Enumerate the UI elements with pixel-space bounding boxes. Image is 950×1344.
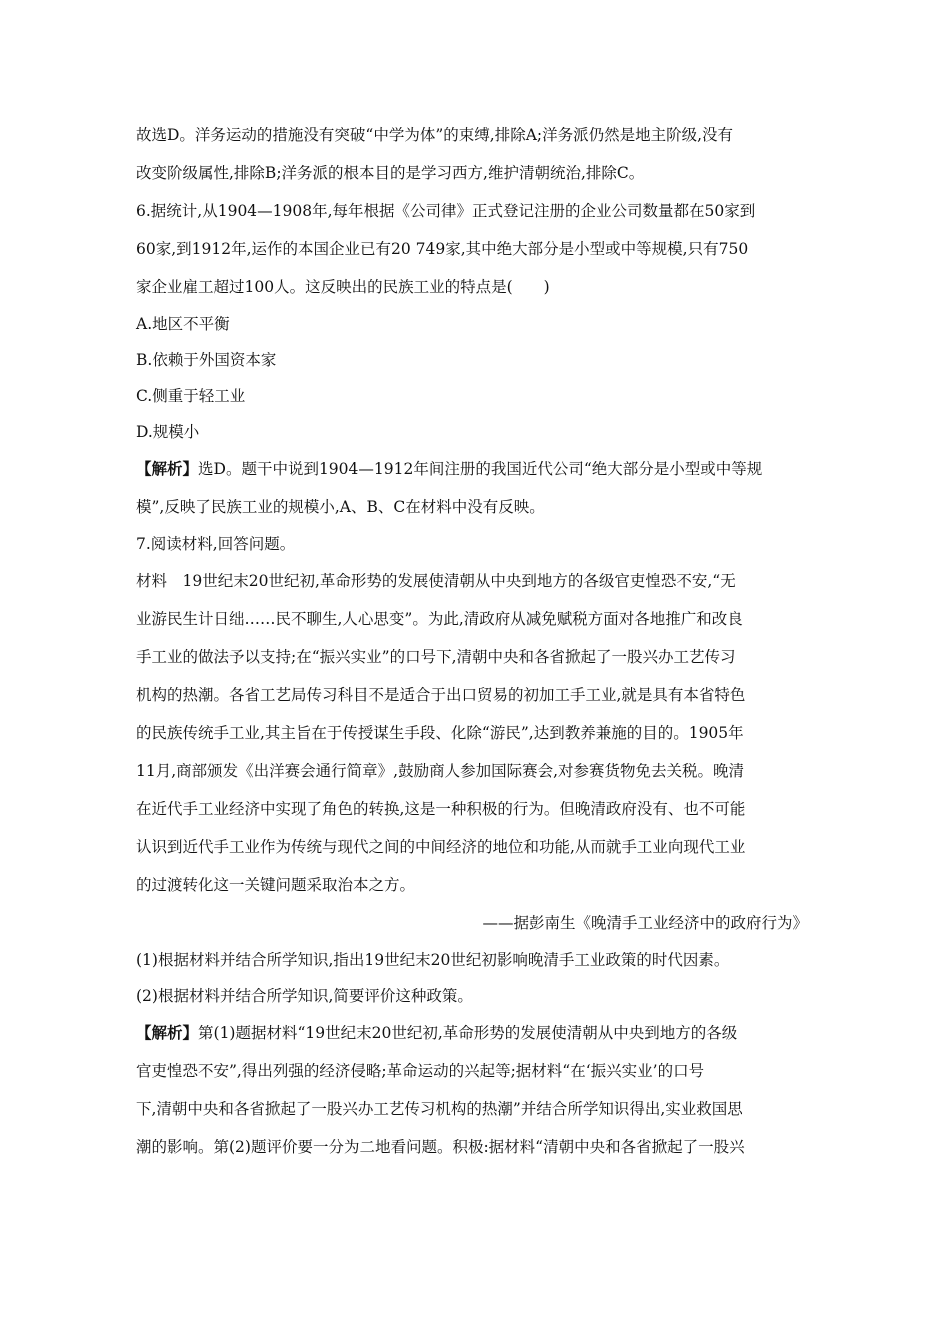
option-c: C.侧重于轻工业 bbox=[136, 387, 246, 405]
analysis-text: 选D。题干中说到1904—1912年间注册的我国近代公司“绝大部分是小型或中等规 bbox=[198, 460, 763, 478]
question-7-stem: 7.阅读材料,回答问题。 bbox=[136, 535, 296, 553]
material-text: 11月,商部颁发《出洋赛会通行简章》,鼓励商人参加国际赛会,对参赛货物免去关税。晚清 bbox=[136, 762, 745, 780]
question-6-stem: 6.据统计,从1904—1908年,每年根据《公司律》正式登记注册的企业公司数量都在50家到 bbox=[136, 202, 756, 220]
text-line: 故选D。洋务运动的措施没有突破“中学为体”的束缚,排除A;洋务派仍然是地主阶级,没有 bbox=[136, 126, 734, 144]
analysis-7: 官吏惶恐不安”,得出列强的经济侵略;革命运动的兴起等;据材料“在‘振兴实业’的口号 bbox=[136, 1062, 705, 1080]
analysis-label: 【解析】 bbox=[136, 1023, 199, 1042]
question-6-stem: 60家,到1912年,运作的本国企业已有20 749家,其中绝大部分是小型或中等规模,只有750 bbox=[136, 240, 749, 258]
analysis-7: 下,清朝中央和各省掀起了一股兴办工艺传习机构的热潮”并结合所学知识得出,实业救国思 bbox=[136, 1100, 743, 1118]
analysis-6: 模”,反映了民族工业的规模小,A、B、C在材料中没有反映。 bbox=[136, 498, 545, 516]
analysis-label: 【解析】 bbox=[136, 459, 199, 478]
analysis-6 bbox=[136, 450, 816, 488]
material-text: 的民族传统手工业,其主旨在于传授谋生手段、化除“游民”,达到教养兼施的目的。1905年 bbox=[136, 724, 744, 742]
analysis-7 bbox=[136, 1014, 816, 1052]
document-page bbox=[136, 116, 816, 1166]
question-6-stem: 家企业雇工超过100人。这反映出的民族工业的特点是( ) bbox=[136, 278, 550, 296]
question-7-part-2: (2)根据材料并结合所学知识,简要评价这种政策。 bbox=[136, 987, 473, 1005]
analysis-text: 第(1)题据材料“19世纪末20世纪初,革命形势的发展使清朝从中央到地方的各级 bbox=[198, 1024, 738, 1042]
analysis-7: 潮的影响。第(2)题评价要一分为二地看问题。积极:据材料“清朝中央和各省掀起了一股兴 bbox=[136, 1138, 745, 1156]
material-source: ——据彭南生《晚清手工业经济中的政府行为》 bbox=[482, 914, 808, 932]
material-text: 材料 19世纪末20世纪初,革命形势的发展使清朝从中央到地方的各级官吏惶恐不安,“无 bbox=[136, 572, 736, 590]
material-text: 认识到近代手工业作为传统与现代之间的中间经济的地位和功能,从而就手工业向现代工业 bbox=[136, 838, 746, 856]
material-text: 业游民生计日绌……民不聊生,人心思变”。为此,清政府从减免赋税方面对各地推广和改良 bbox=[136, 610, 743, 628]
material-text: 在近代手工业经济中实现了角色的转换,这是一种积极的行为。但晚清政府没有、也不可能 bbox=[136, 800, 746, 818]
option-d: D.规模小 bbox=[136, 423, 200, 441]
option-b: B.依赖于外国资本家 bbox=[136, 351, 277, 369]
material-text: 机构的热潮。各省工艺局传习科目不是适合于出口贸易的初加工手工业,就是具有本省特色 bbox=[136, 686, 746, 704]
question-7-part-1: (1)根据材料并结合所学知识,指出19世纪末20世纪初影响晚清手工业政策的时代因素。 bbox=[136, 951, 730, 969]
material-text: 的过渡转化这一关键问题采取治本之方。 bbox=[136, 876, 416, 894]
material-text: 手工业的做法予以支持;在“振兴实业”的口号下,清朝中央和各省掀起了一股兴办工艺传习 bbox=[136, 648, 736, 666]
text-line: 改变阶级属性,排除B;洋务派的根本目的是学习西方,维护清朝统治,排除C。 bbox=[136, 164, 645, 182]
option-a: A.地区不平衡 bbox=[136, 315, 230, 333]
